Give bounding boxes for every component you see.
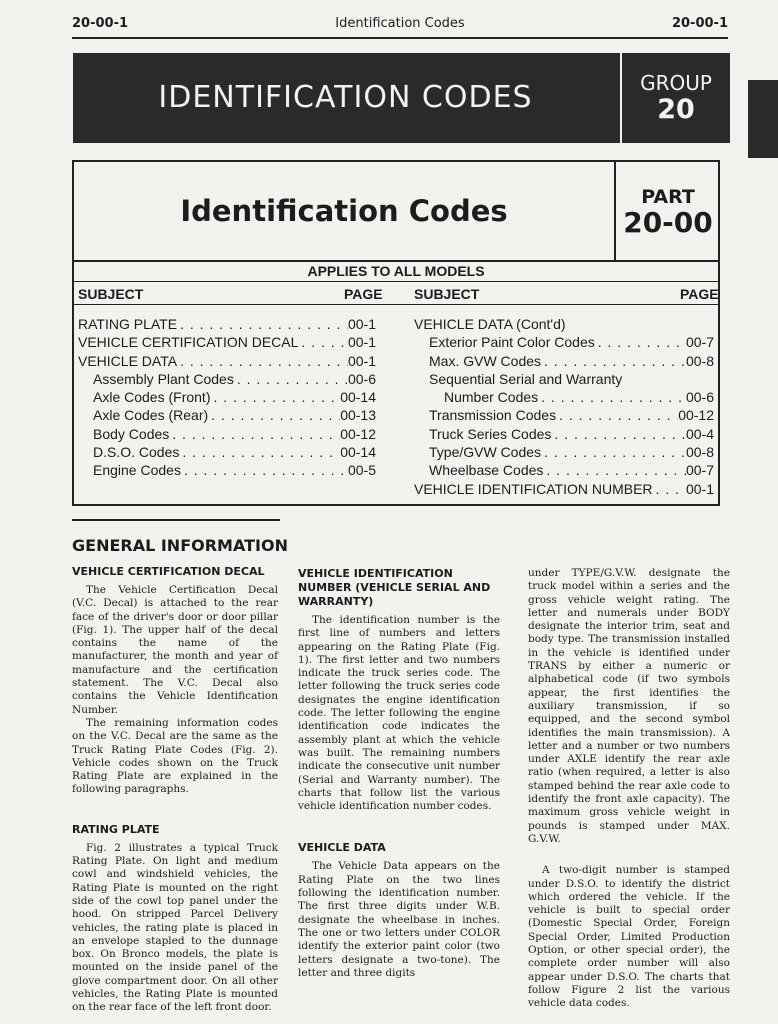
- paragraph: The identification number is the first line of numbers and letters appearing on the Rating Plate (Fig. 1). The first letter and two numbers indicate the truck series code. The letter following the truck series code designates the engine identification code. The letter following the engine identification code indicates the assembly plant at which the vehicle was built. The remaining numbers indicate the consecutive unit number (Serial and Warranty number). The charts that follow list the various vehicle identification number codes.: [298, 614, 500, 813]
- toc-item[interactable]: Body Codes . . . 00-12: [78, 425, 376, 443]
- box-rule: [74, 260, 718, 262]
- toc-item[interactable]: Transmission Codes . . . 00-12: [414, 406, 714, 424]
- running-title: Identification Codes: [335, 16, 465, 31]
- paragraph: The remaining information codes on the V.C. Decal are the same as the Truck Rating Plate Codes (Fig. 2). Vehicle codes shown on the Truck Rating Plate are explained in the following paragraphs.: [72, 716, 278, 796]
- paragraph: A two-digit number is stamped under D.S.O. to identify the district which ordered the vehicle. If the vehicle is built to special order (Domestic Special Order, Foreign Special Order, Limited Production Option, or other special order), the complete order number will also appear under D.S.O. The charts that follow Figure 2 list the various vehicle data codes.: [528, 864, 730, 1010]
- group-label: GROUP: [640, 71, 712, 95]
- toc-item[interactable]: Assembly Plant Codes . . . 00-6: [78, 370, 376, 388]
- running-head: [72, 12, 728, 34]
- part-contents-box: [72, 160, 720, 506]
- toc-left: [78, 315, 376, 480]
- toc-item[interactable]: Type/GVW Codes . . . 00-8: [414, 443, 714, 461]
- toc-item[interactable]: VEHICLE CERTIFICATION DECAL . . . 00-1: [78, 333, 376, 351]
- subheading-cert-decal: VEHICLE CERTIFICATION DECAL: [72, 565, 265, 578]
- col-subject-right: SUBJECT: [414, 286, 480, 302]
- col-page-right: PAGE: [680, 286, 719, 302]
- toc-item[interactable]: Max. GVW Codes . . . 00-8: [414, 352, 714, 370]
- col-page-left: PAGE: [344, 286, 383, 302]
- col-subject-left: SUBJECT: [78, 286, 144, 302]
- toc-item[interactable]: Truck Series Codes . . . 00-4: [414, 425, 714, 443]
- text-column-3: [528, 567, 730, 1011]
- page-number-left: 20-00-1: [72, 16, 129, 31]
- box-rule: [74, 304, 718, 305]
- subheading-vehicle-data: VEHICLE DATA: [298, 841, 386, 855]
- part-number: 20-00: [623, 206, 713, 239]
- toc-item[interactable]: VEHICLE IDENTIFICATION NUMBER . . . 00-1: [414, 480, 714, 498]
- part-label: PART: [641, 186, 695, 208]
- toc-item: VEHICLE DATA (Cont'd): [414, 316, 566, 332]
- text-column-2: [298, 567, 500, 980]
- part-number-block: [616, 162, 720, 260]
- box-rule: [74, 281, 718, 282]
- toc-item[interactable]: Axle Codes (Front) . . . 00-14: [78, 388, 376, 406]
- toc-item[interactable]: Exterior Paint Color Codes . . . 00-7: [414, 333, 714, 351]
- paragraph: The Vehicle Certification Decal (V.C. Decal) is attached to the rear face of the driver's door or door pillar (Fig. 1). The upper half of the decal contains the name of the manufacturer, the month and year of manufacture and the certification statement. The V.C. Decal also contains the Vehicle Identification Number.: [72, 584, 278, 716]
- group-number: 20: [657, 94, 695, 125]
- toc-item[interactable]: Wheelbase Codes . . . 00-7: [414, 461, 714, 479]
- toc-item[interactable]: RATING PLATE . . . 00-1: [78, 315, 376, 333]
- subheading-rating-plate: RATING PLATE: [72, 822, 160, 836]
- applies-to: APPLIES TO ALL MODELS: [307, 263, 485, 279]
- banner-title: IDENTIFICATION CODES: [158, 80, 533, 115]
- subheading-vin: VEHICLE IDENTIFICATION NUMBER (VEHICLE SERIAL AND WARRANTY): [298, 567, 491, 608]
- page-number-right: 20-00-1: [671, 16, 728, 31]
- part-title: Identification Codes: [180, 194, 508, 228]
- toc-right: [414, 315, 714, 498]
- toc-item[interactable]: Number Codes . . . 00-6: [414, 388, 714, 406]
- paragraph: under TYPE/G.V.W. designate the truck model within a series and the gross vehicle weight rating. The letter and numerals under BODY designate the interior trim, seat and body type. The transmission installed in the vehicle is identified under TRANS by either a numeric or alphabetical code (if two symbols appear, the first identifies the auxiliary transmission, if so equipped, and the second symbol identifies the main transmission). A letter and a number or two numbers under AXLE identify the rear axle ratio (when required, a letter is also stamped behind the rear axle code to identify the front axle capacity). The maximum gross vehicle weight in pounds is stamped under MAX. G.V.W.: [528, 567, 730, 845]
- toc-item: Sequential Serial and Warranty: [429, 370, 623, 387]
- group-label-block: [622, 53, 730, 143]
- section-heading: GENERAL INFORMATION: [72, 536, 288, 555]
- toc-item[interactable]: D.S.O. Codes . . . 00-14: [78, 443, 376, 461]
- toc-item[interactable]: VEHICLE DATA . . . 00-1: [78, 352, 376, 370]
- group-banner: [73, 53, 730, 143]
- section-rule: [72, 519, 280, 521]
- toc-item[interactable]: Axle Codes (Rear) . . . 00-13: [78, 406, 376, 424]
- text-column-1: [72, 565, 278, 1015]
- toc-item[interactable]: Engine Codes . . . 00-5: [78, 461, 376, 479]
- paragraph: The Vehicle Data appears on the Rating Plate on the two lines following the identification number. The first three digits under W.B. designate the wheelbase in inches. The one or two letters under COLOR identify the exterior paint color (two letters designate a two-tone). The letter and three digits: [298, 860, 500, 979]
- paragraph: Fig. 2 illustrates a typical Truck Rating Plate. On light and medium cowl and windshield vehicles, the Rating Plate is mounted on the right side of the cowl top panel under the hood. On stripped Parcel Delivery vehicles, the rating plate is placed in an envelope stapled to the dunnage box. On Bronco models, the plate is mounted on the inside panel of the glove compartment door. On all other vehicles, the Rating Plate is mounted on the rear face of the left front door.: [72, 841, 278, 1014]
- section-edge-tab: [748, 80, 778, 158]
- header-rule: [72, 37, 728, 39]
